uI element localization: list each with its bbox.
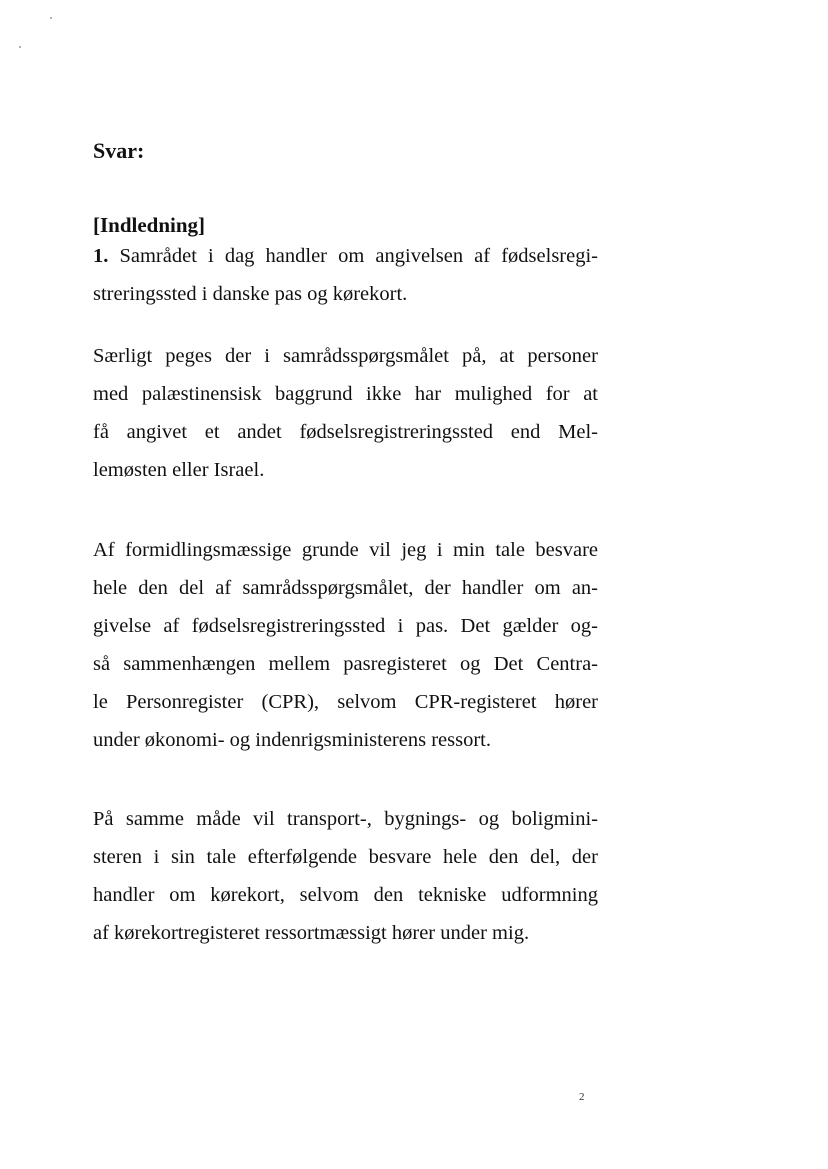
paragraph-line: Særligt peges der i samrådsspørgsmålet på, at personer	[93, 345, 598, 367]
paragraph-2	[93, 337, 598, 489]
paragraph-1	[93, 237, 598, 313]
scan-speck	[50, 17, 52, 19]
paragraph-line-text: Samrådet i dag handler om angivelsen af fødselsregi-	[108, 245, 598, 267]
page-number: 2	[579, 1091, 585, 1103]
section-heading: [Indledning]	[93, 213, 206, 237]
paragraph-number: 1.	[93, 245, 109, 267]
paragraph-line: så sammenhængen mellem pasregisteret og Det Centra-	[93, 653, 598, 675]
paragraph-line: hele den del af samrådsspørgsmålet, der handler om an-	[93, 577, 598, 599]
paragraph-3	[93, 531, 598, 759]
paragraph-4	[93, 800, 598, 952]
paragraph-line: le Personregister (CPR), selvom CPR-registeret hører	[93, 691, 598, 713]
paragraph-line	[93, 237, 598, 275]
paragraph-line: med palæstinensisk baggrund ikke har mulighed for at	[93, 383, 598, 405]
paragraph-line: Af formidlingsmæssige grunde vil jeg i min tale besvare	[93, 539, 598, 561]
paragraph-line: få angivet et andet fødselsregistreringssted end Mel-	[93, 421, 598, 443]
paragraph-line: handler om kørekort, selvom den tekniske udformning	[93, 884, 598, 906]
paragraph-line: streringssted i danske pas og kørekort.	[93, 283, 408, 305]
paragraph-line: givelse af fødselsregistreringssted i pas. Det gælder og-	[93, 615, 598, 637]
paragraph-line: På samme måde vil transport-, bygnings- og boligmini-	[93, 808, 598, 830]
scan-speck	[19, 46, 21, 48]
answer-heading: Svar:	[93, 138, 145, 163]
paragraph-line: lemøsten eller Israel.	[93, 459, 265, 481]
paragraph-line: steren i sin tale efterfølgende besvare hele den del, der	[93, 846, 598, 868]
paragraph-line: under økonomi- og indenrigsministerens ressort.	[93, 729, 491, 751]
paragraph-line: af kørekortregisteret ressortmæssigt hører under mig.	[93, 922, 530, 944]
